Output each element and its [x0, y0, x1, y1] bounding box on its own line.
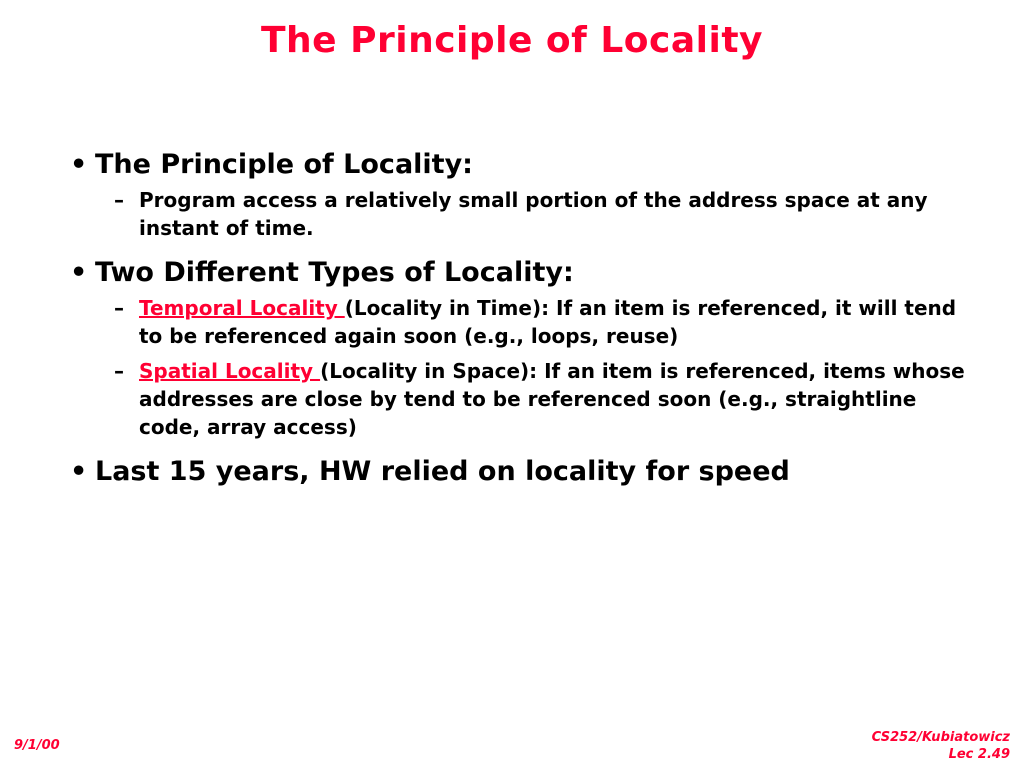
dash-icon: – — [114, 359, 124, 383]
bullet-text: Last 15 years, HW relied on locality for speed — [95, 456, 790, 487]
bullet-group — [70, 455, 975, 489]
bullet-group — [70, 256, 975, 441]
dash-icon: – — [114, 188, 124, 212]
sub-bullet-text: (Locality in Space): If an item is referenced, items whose addresses are close by tend to be referenced soon (e.g., straightline code, array access) — [139, 359, 965, 439]
bullet-icon: • — [70, 257, 88, 288]
sub-bullet-item — [70, 294, 975, 350]
bullet-item — [70, 256, 975, 290]
slide-content — [70, 148, 975, 503]
sub-bullet-text: Program access a relatively small portion of the address space at any instant of time. — [139, 188, 928, 240]
temporal-locality-term: Temporal Locality — [139, 296, 345, 320]
bullet-icon: • — [70, 149, 88, 180]
bullet-group — [70, 148, 975, 242]
sub-bullet-item — [70, 357, 975, 441]
sub-bullet-item — [70, 186, 975, 242]
bullet-icon: • — [70, 456, 88, 487]
footer-course: CS252/Kubiatowicz — [871, 730, 1010, 745]
sub-bullet-text: (Locality in Time): If an item is referenced, it will tend to be referenced again soon (e.g., loops, reuse) — [139, 296, 957, 348]
bullet-item — [70, 148, 975, 182]
bullet-text: Two Different Types of Locality: — [95, 257, 574, 288]
dash-icon: – — [114, 296, 124, 320]
bullet-text: The Principle of Locality: — [95, 149, 473, 180]
slide-title: The Principle of Locality — [260, 20, 764, 61]
footer-date: 9/1/00 — [14, 738, 60, 753]
footer-lecture: Lec 2.49 — [948, 747, 1010, 762]
footer-info — [850, 729, 1010, 763]
bullet-item — [70, 455, 975, 489]
spatial-locality-term: Spatial Locality — [139, 359, 321, 383]
